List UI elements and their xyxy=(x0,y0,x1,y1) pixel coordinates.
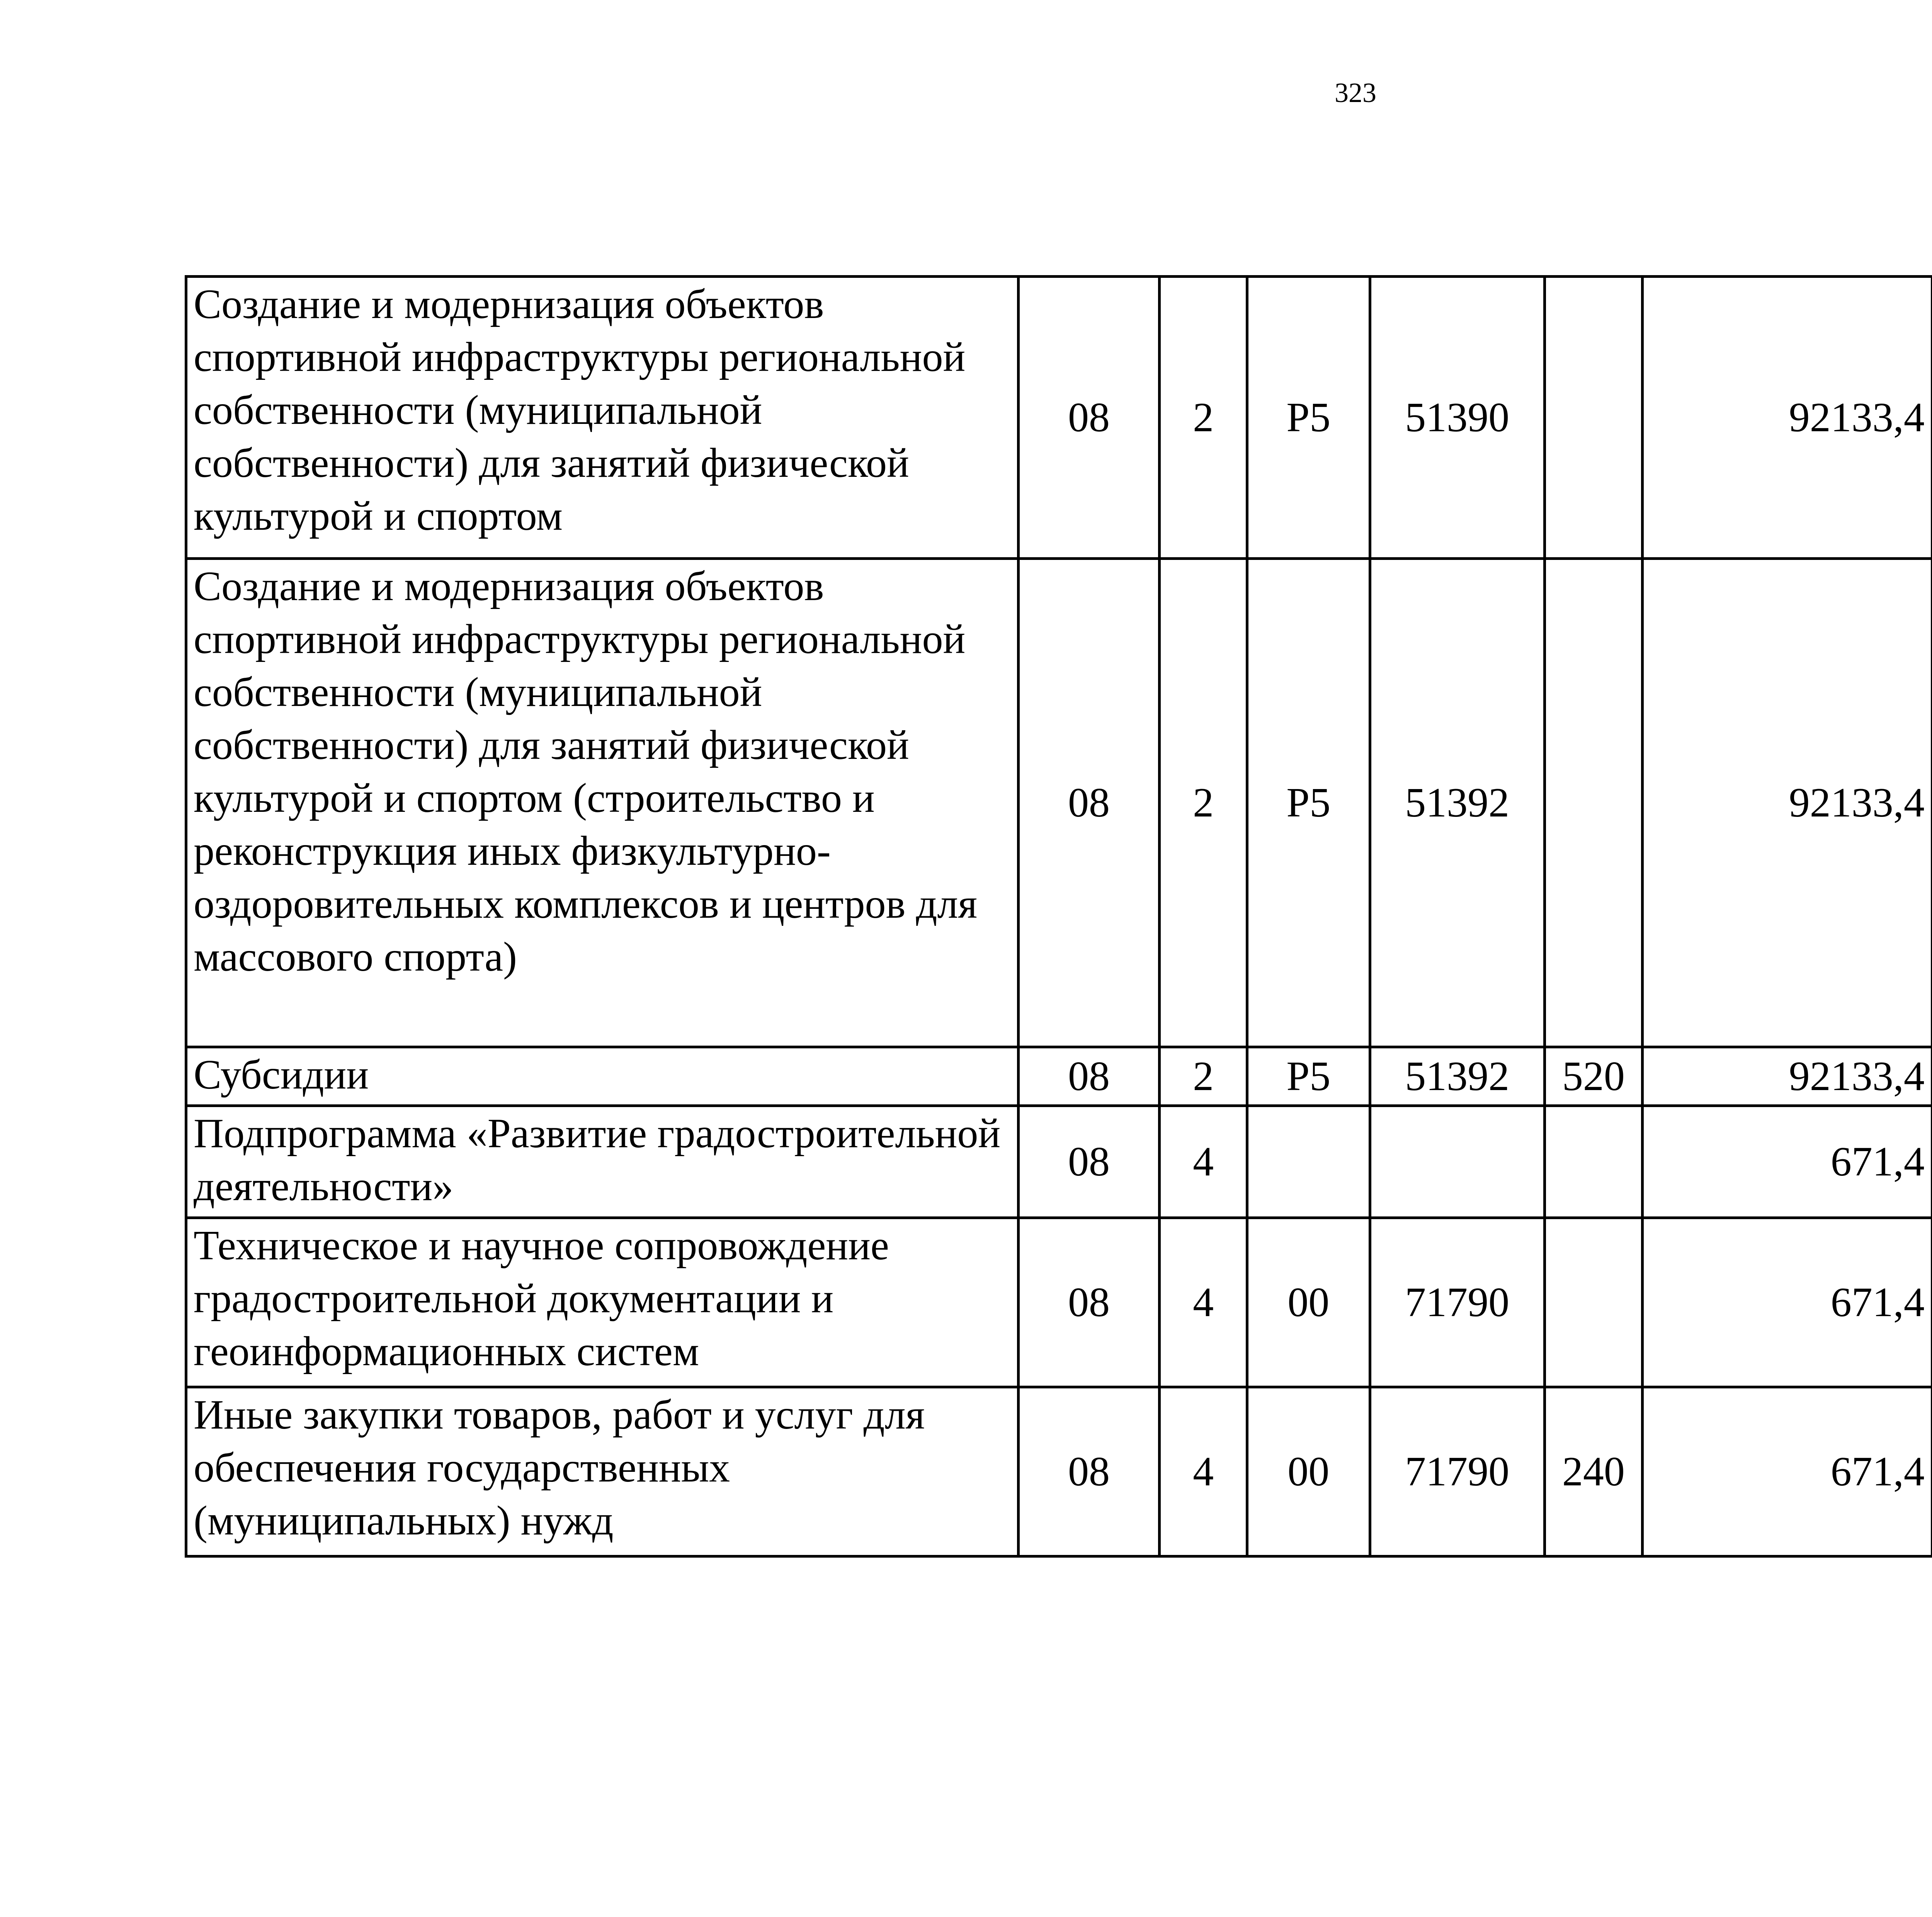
expense-type-cell: 240 xyxy=(1544,1387,1643,1556)
row-name-cell: Создание и модернизация объектов спортивной инфраструктуры региональной собственности (муниципальной собственности) для занятий физической культурой и спортом xyxy=(186,277,1019,559)
section-code-cell: 08 xyxy=(1018,559,1160,1047)
amount-year1-cell: 92133,4 xyxy=(1643,559,1932,1047)
table-row xyxy=(186,1387,1932,1556)
page-number: 323 xyxy=(1335,77,1376,108)
subsection-code-cell: 2 xyxy=(1160,1047,1247,1106)
row-name-cell: Иные закупки товаров, работ и услуг для обеспечения государственных (муниципальных) нужд xyxy=(186,1387,1019,1556)
program-prefix-cell: 00 xyxy=(1247,1387,1370,1556)
section-code-cell: 08 xyxy=(1018,1387,1160,1556)
program-code-cell: 51392 xyxy=(1370,559,1544,1047)
table-row xyxy=(186,1218,1932,1387)
expense-type-cell xyxy=(1544,559,1643,1047)
table-row xyxy=(186,1047,1932,1106)
section-code-cell: 08 xyxy=(1018,1106,1160,1218)
program-prefix-cell: 00 xyxy=(1247,1218,1370,1387)
row-name-cell: Создание и модернизация объектов спортивной инфраструктуры региональной собственности (муниципальной собственности) для занятий физической культурой и спортом (строительство и реконструкция иных физкультурно-оздоровительных комплексов и центров для массового спорта) xyxy=(186,559,1019,1047)
program-prefix-cell: Р5 xyxy=(1247,277,1370,559)
expense-type-cell xyxy=(1544,1218,1643,1387)
program-code-cell: 71790 xyxy=(1370,1387,1544,1556)
program-prefix-cell xyxy=(1247,1106,1370,1218)
subsection-code-cell: 4 xyxy=(1160,1387,1247,1556)
amount-year1-cell: 92133,4 xyxy=(1643,277,1932,559)
program-code-cell: 51392 xyxy=(1370,1047,1544,1106)
program-code-cell xyxy=(1370,1106,1544,1218)
program-prefix-cell: Р5 xyxy=(1247,1047,1370,1106)
program-code-cell: 71790 xyxy=(1370,1218,1544,1387)
program-code-cell: 51390 xyxy=(1370,277,1544,559)
subsection-code-cell: 4 xyxy=(1160,1218,1247,1387)
expense-type-cell xyxy=(1544,277,1643,559)
amount-year1-cell: 671,4 xyxy=(1643,1387,1932,1556)
row-name-cell: Подпрограмма «Развитие градостроительной деятельности» xyxy=(186,1106,1019,1218)
amount-year1-cell: 671,4 xyxy=(1643,1106,1932,1218)
expense-type-cell xyxy=(1544,1106,1643,1218)
table-row xyxy=(186,559,1932,1047)
budget-table xyxy=(185,275,1932,1558)
section-code-cell: 08 xyxy=(1018,277,1160,559)
table-row xyxy=(186,1106,1932,1218)
amount-year1-cell: 92133,4 xyxy=(1643,1047,1932,1106)
row-name-cell: Субсидии xyxy=(186,1047,1019,1106)
table-row xyxy=(186,277,1932,559)
amount-year1-cell: 671,4 xyxy=(1643,1218,1932,1387)
subsection-code-cell: 2 xyxy=(1160,277,1247,559)
subsection-code-cell: 4 xyxy=(1160,1106,1247,1218)
section-code-cell: 08 xyxy=(1018,1218,1160,1387)
expense-type-cell: 520 xyxy=(1544,1047,1643,1106)
subsection-code-cell: 2 xyxy=(1160,559,1247,1047)
program-prefix-cell: Р5 xyxy=(1247,559,1370,1047)
section-code-cell: 08 xyxy=(1018,1047,1160,1106)
row-name-cell: Техническое и научное сопровождение градостроительной документации и геоинформационных систем xyxy=(186,1218,1019,1387)
